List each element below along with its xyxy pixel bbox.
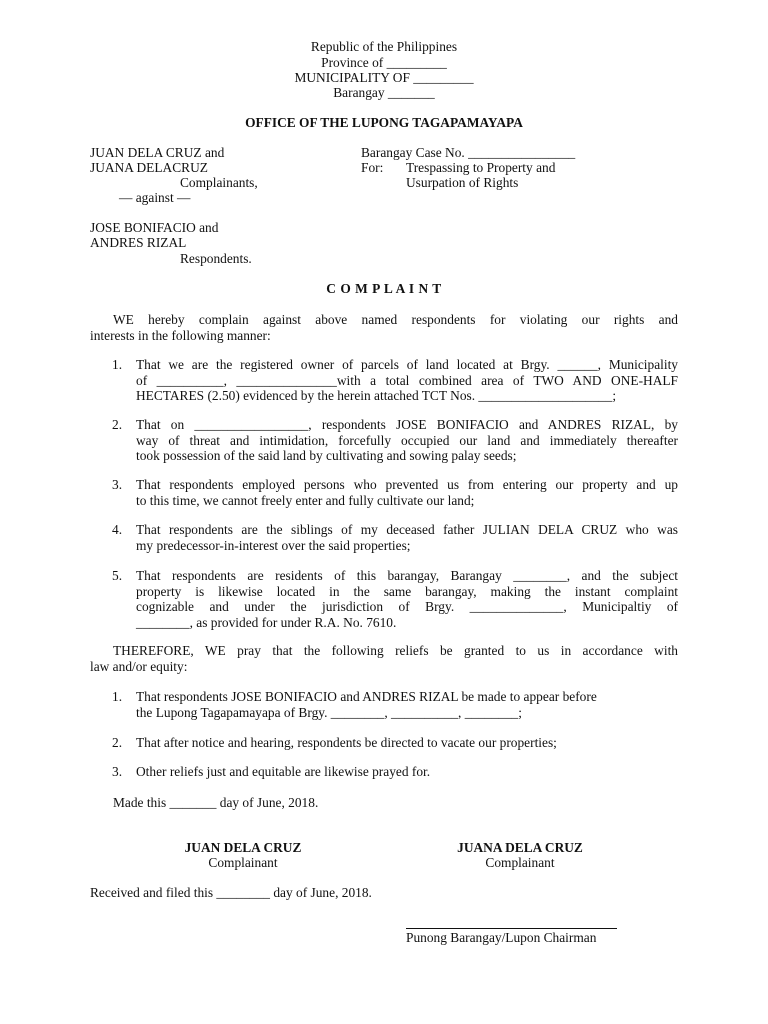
prayer-line-2: law and/or equity:	[90, 658, 188, 674]
allegation-line: to this time, we cannot freely enter and fully cultivate our land;	[136, 492, 475, 508]
chairman-title: Punong Barangay/Lupon Chairman	[406, 930, 597, 945]
made-this-date: Made this _______ day of June, 2018.	[113, 795, 319, 810]
allegation-line: ________, as provided for under R.A. No. 7610.	[136, 614, 397, 630]
complainant-2: JUANA DELACRUZ	[90, 160, 208, 175]
complainant-1: JUAN DELA CRUZ and	[90, 145, 225, 160]
relief-number: 3.	[112, 764, 123, 779]
relief-line: That after notice and hearing, respondents be directed to vacate our properties;	[136, 735, 557, 750]
allegation-line: That respondents are the siblings of my deceased father JULIAN DELA CRUZ who was	[136, 522, 678, 537]
for-text-1: Trespassing to Property and	[406, 160, 556, 175]
relief-number: 1.	[112, 689, 123, 704]
relief-line: the Lupong Tagapamayapa of Brgy. ________, __________, ________;	[136, 704, 522, 720]
complaint-title: C O M P L A I N T	[326, 281, 442, 296]
allegation-line: took possession of the said land by cultivating and sowing palay seeds;	[136, 448, 517, 463]
allegation-line: That we are the registered owner of parcels of land located at Brgy. ______, Municipality	[136, 357, 678, 372]
header-barangay: Barangay _______	[333, 85, 435, 100]
allegation-number: 2.	[112, 417, 123, 432]
against-label: — against —	[119, 190, 191, 205]
allegation-number: 3.	[112, 477, 123, 492]
allegation-line: That respondents are residents of this barangay, Barangay ________, and the subject	[136, 568, 678, 583]
allegation-line: That respondents employed persons who prevented us from entering our property and up	[136, 477, 678, 492]
signatory-2-role: Complainant	[485, 855, 555, 870]
intro-line-2: interests in the following manner:	[90, 327, 271, 343]
allegation-line: cognizable and under the jurisdiction of Brgy. ______________, Municipaltiy of	[136, 599, 678, 614]
received-filed-date: Received and filed this ________ day of June, 2018.	[90, 885, 372, 900]
allegation-line: of __________, _______________with a total combined area of TWO AND ONE-HALF	[136, 372, 678, 388]
header-republic: Republic of the Philippines	[310, 39, 458, 54]
relief-line: That respondents JOSE BONIFACIO and ANDRES RIZAL be made to appear before	[136, 689, 597, 704]
respondent-2: ANDRES RIZAL	[90, 235, 187, 250]
intro-line-1: WE hereby complain against above named respondents for violating our rights and	[113, 312, 678, 327]
allegation-line: way of threat and intimidation, forcefully occupied our land and immediately thereafter	[136, 432, 678, 448]
allegation-line: That on _________________, respondents JOSE BONIFACIO and ANDRES RIZAL, by	[136, 417, 678, 432]
allegation-line: HECTARES (2.50) evidenced by the herein attached TCT Nos. ____________________;	[136, 388, 617, 403]
complainants-label: Complainants,	[180, 175, 258, 190]
signatory-2-name: JUANA DELA CRUZ	[457, 840, 583, 855]
respondents-label: Respondents.	[180, 251, 252, 266]
for-label: For:	[361, 160, 384, 175]
prayer-line-1: THEREFORE, WE pray that the following reliefs be granted to us in accordance with	[113, 643, 678, 658]
header-municipality: MUNICIPALITY OF _________	[294, 70, 474, 85]
allegation-line: property is likewise located in the same barangay, making the instant complaint	[136, 583, 678, 599]
prayer-paragraph	[90, 643, 678, 674]
allegation-line: my predecessor-in-interest over the said properties;	[136, 537, 411, 553]
for-text-2: Usurpation of Rights	[406, 175, 519, 190]
relief-line: Other reliefs just and equitable are likewise prayed for.	[136, 764, 431, 779]
relief-number: 2.	[112, 735, 123, 750]
signatory-1-name: JUAN DELA CRUZ	[184, 840, 302, 855]
office-title: OFFICE OF THE LUPONG TAGAPAMAYAPA	[245, 115, 523, 130]
chairman-signature-line	[406, 928, 617, 929]
signatory-1-role: Complainant	[208, 855, 278, 870]
header-province: Province of _________	[321, 55, 447, 70]
allegation-number: 5.	[112, 568, 123, 583]
case-number: Barangay Case No. ________________	[361, 145, 576, 160]
allegation-number: 4.	[112, 522, 123, 537]
intro-paragraph	[90, 312, 678, 343]
allegation-number: 1.	[112, 357, 123, 372]
respondent-1: JOSE BONIFACIO and	[90, 220, 219, 235]
